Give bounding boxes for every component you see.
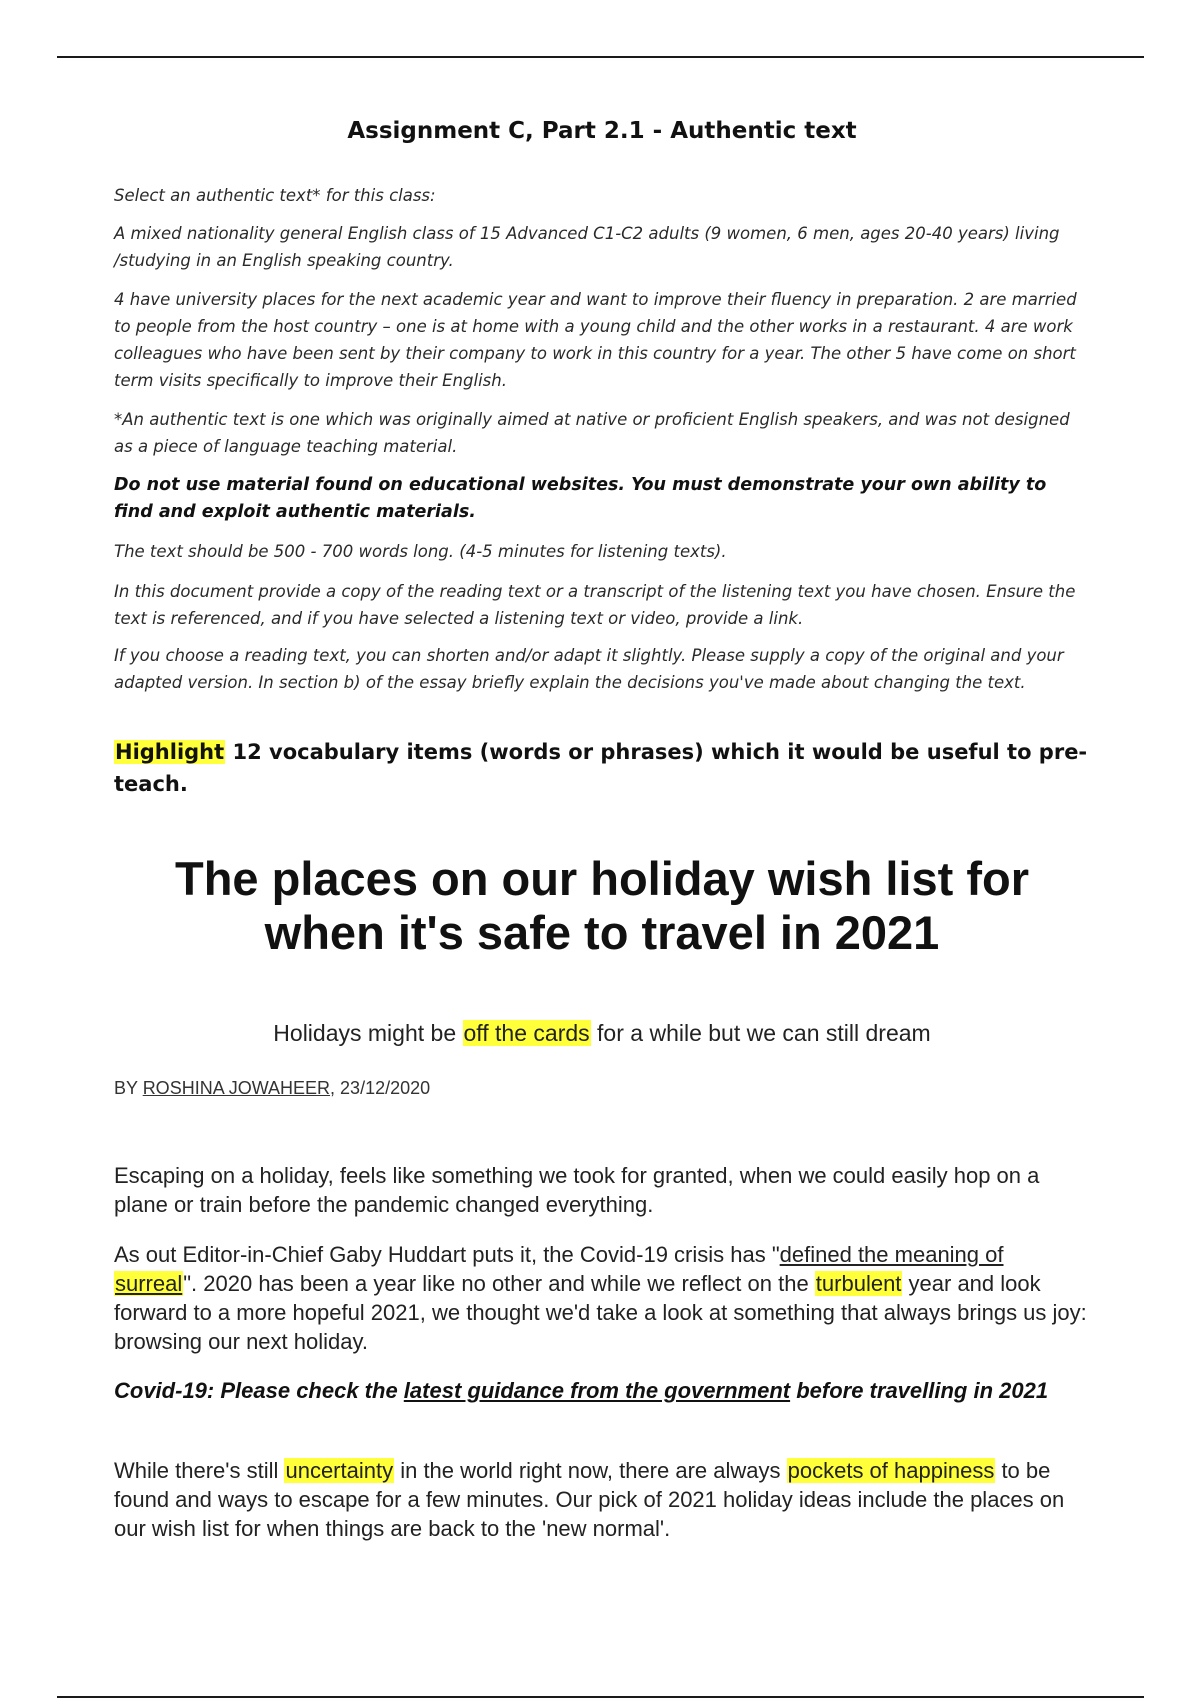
article-headline: The places on our holiday wish list for when it's safe to travel in 2021 (175, 852, 1029, 959)
adapt-instr-block (114, 642, 1090, 696)
copy-instr-block (114, 578, 1090, 632)
byline-date: , 23/12/2020 (330, 1078, 431, 1098)
top-rule (57, 56, 1144, 58)
adapt-instruction: If you choose a reading text, you can shorten and/or adapt it slightly. Please supply a copy of the original and your adapted version. In section b) of the essay briefly explain the decisions you've made about changing the text. (114, 646, 1064, 692)
class-description: A mixed nationality general English class of 15 Advanced C1-C2 adults (9 women, 6 men, ages 20-40 years) living /studying in an English speaking country. (114, 224, 1060, 270)
highlight-instruction-rest: 12 vocabulary items (words or phrases) which it would be useful to pre-teach. (114, 740, 1088, 796)
warning-block (114, 472, 1090, 526)
p2-text-c: year and look forward to a more hopeful 2021, we thought we'd take a look at something that always brings us joy: browsing our next holiday. (114, 1271, 1087, 1354)
warning-text: Do not use material found on educational websites. You must demonstrate your own ability to find and exploit authentic materials. (114, 475, 1047, 522)
select-line: Select an authentic text* for this class: (114, 186, 436, 205)
p2-text-a: As out Editor-in-Chief Gaby Huddart puts it, the Covid-19 crisis has " (114, 1242, 780, 1267)
paragraph-2 (114, 1240, 1090, 1356)
instructions (114, 182, 1090, 209)
defined-meaning-link-text: defined the meaning of (779, 1242, 1004, 1267)
highlight-instruction (114, 736, 1090, 800)
assignment-title: Assignment C, Part 2.1 - Authentic text (347, 118, 857, 144)
length-block (114, 538, 1090, 565)
highlight-word: Highlight (115, 740, 225, 764)
p2-text-b: ". 2020 has been a year like no other and while we reflect on the (183, 1271, 815, 1296)
paragraph-3 (114, 1456, 1090, 1543)
class-desc-block (114, 220, 1090, 274)
vocab-highlight-uncertainty: uncertainty (285, 1458, 394, 1483)
author-link[interactable]: ROSHINA JOWAHEER (142, 1078, 331, 1098)
authentic-def-block (114, 406, 1090, 460)
vocab-highlight-pockets-of-happiness: pockets of happiness (787, 1458, 995, 1483)
covid-text-b: before travelling in 2021 (790, 1378, 1049, 1403)
government-guidance-link[interactable]: latest guidance from the government (403, 1378, 791, 1403)
learners-desc-block (114, 286, 1090, 394)
p3-text-b: in the world right now, there are always (394, 1458, 787, 1483)
copy-instruction: In this document provide a copy of the reading text or a transcript of the listening text you have chosen. Ensure the text is referenced, and if you have selected a listening text or video, provide a link. (114, 582, 1076, 628)
vocab-highlight-off-the-cards: off the cards (463, 1020, 590, 1046)
article-subhead (114, 1020, 1090, 1047)
p3-text-a: While there's still (114, 1458, 285, 1483)
covid-notice (114, 1375, 1090, 1406)
vocab-highlight-surreal: surreal (115, 1271, 183, 1296)
length-text: The text should be 500 - 700 words long. (4-5 minutes for listening texts). (114, 542, 727, 561)
subhead-text-before: Holidays might be (273, 1020, 463, 1046)
byline-prefix: BY (114, 1078, 143, 1098)
byline (114, 1078, 430, 1099)
learners-description: 4 have university places for the next academic year and want to improve their fluency in preparation. 2 are married to people from the host country – one is at home with a young child and the other works in a restaurant. 4 are work colleagues who have been sent by their company to work in this country for a year. The other 5 have come on short term visits specifically to improve their English. (114, 290, 1077, 390)
covid-text-a: Covid-19: Please check the (114, 1378, 404, 1403)
highlight-instr-block (114, 736, 1090, 800)
authentic-definition: *An authentic text is one which was originally aimed at native or proficient English speakers, and was not designed as a piece of language teaching material. (114, 410, 1070, 456)
vocab-highlight-turbulent: turbulent (815, 1271, 902, 1296)
subhead-text-after: for a while but we can still dream (590, 1020, 931, 1046)
p3-text-c: to be found and ways to escape for a few minutes. Our pick of 2021 holiday ideas include the places on our wish list for when things are back to the 'new normal'. (114, 1458, 1065, 1541)
paragraph-1: Escaping on a holiday, feels like something we took for granted, when we could easily hop on a plane or train before the pandemic changed everything. (114, 1163, 1040, 1217)
bottom-rule (57, 1696, 1144, 1698)
